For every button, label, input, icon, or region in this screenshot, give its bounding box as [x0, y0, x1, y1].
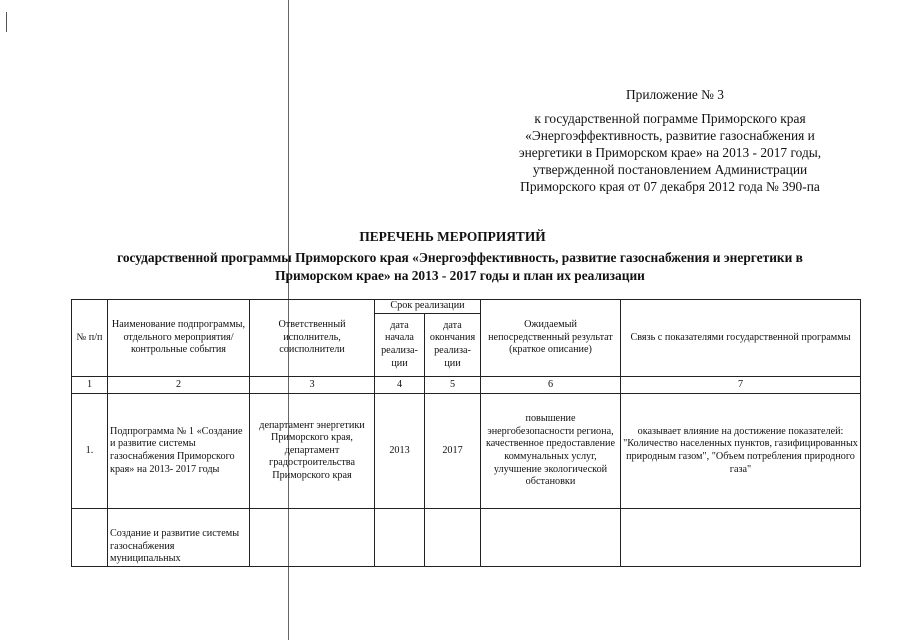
row-num: 1.	[72, 394, 108, 509]
column-number: 3	[250, 377, 375, 394]
row-link	[621, 509, 861, 567]
header-name: Наименование подпрограммы, отдельного мероприятия/контрольные события	[108, 300, 250, 377]
document-subtitle-line-1: государственной программы Приморского края «Энергоэффективность, развитие газоснабжения и энергетики в	[117, 250, 803, 265]
row-result: повышение энергобезопасности региона, качественное предоставление коммунальных услуг, улучшение экологической обстановки	[481, 394, 621, 509]
header-num: № п/п	[72, 300, 108, 377]
column-number: 2	[108, 377, 250, 394]
appendix-header	[470, 86, 870, 195]
row-name: Создание и развитие системы газоснабжения муниципальных	[108, 509, 250, 567]
appendix-number: Приложение № 3	[625, 87, 725, 102]
header-link: Связь с показателями государственной программы	[621, 300, 861, 377]
row-end: 2017	[425, 394, 481, 509]
column-number: 6	[481, 377, 621, 394]
column-number-row	[72, 377, 861, 394]
document-subtitle-line-2: Приморском крае» на 2013 - 2017 годы и план их реализации	[275, 268, 645, 283]
appendix-line-2: «Энергоэффективность, развитие газоснабжения и	[525, 128, 815, 143]
column-number: 7	[621, 377, 861, 394]
table-header-row-1	[72, 300, 861, 314]
appendix-line-5: Приморского края от 07 декабря 2012 года № 390-па	[520, 179, 820, 194]
header-executor: Ответственный исполнитель, соисполнители	[250, 300, 375, 377]
table-row	[72, 509, 861, 567]
column-number: 4	[375, 377, 425, 394]
row-end	[425, 509, 481, 567]
row-executor: департамент энергетики Приморского края, департамент градостроительства Приморского края	[250, 394, 375, 509]
appendix-line-4: утвержденной постановлением Администрации	[532, 162, 808, 177]
column-number: 1	[72, 377, 108, 394]
table-row	[72, 394, 861, 509]
column-number: 5	[425, 377, 481, 394]
appendix-line-3: энергетики в Приморском крае» на 2013 - 2017 годы,	[518, 145, 822, 160]
row-num	[72, 509, 108, 567]
row-start	[375, 509, 425, 567]
measures-table	[71, 299, 861, 567]
header-result: Ожидаемый непосредственный результат (краткое описание)	[481, 300, 621, 377]
document-subtitle	[60, 249, 860, 285]
appendix-line-1: к государственной пограмме Приморского края	[534, 111, 806, 126]
row-start: 2013	[375, 394, 425, 509]
header-start-date: дата начала реализа-ции	[375, 314, 425, 377]
header-end-date: дата окончания реализа-ции	[425, 314, 481, 377]
scan-artifact-left	[6, 12, 7, 32]
row-link: оказывает влияние на достижение показателей: "Количество населенных пунктов, газифицированных природным газом", "Объем потребления природного газа"	[621, 394, 861, 509]
document-title: ПЕРЕЧЕНЬ МЕРОПРИЯТИЙ	[359, 229, 546, 244]
header-period: Срок реализации	[375, 300, 481, 314]
row-executor	[250, 509, 375, 567]
row-name: Подпрограмма № 1 «Создание и развитие системы газоснабжения Приморского края» на 2013- 2017 годы	[108, 394, 250, 509]
row-result	[481, 509, 621, 567]
